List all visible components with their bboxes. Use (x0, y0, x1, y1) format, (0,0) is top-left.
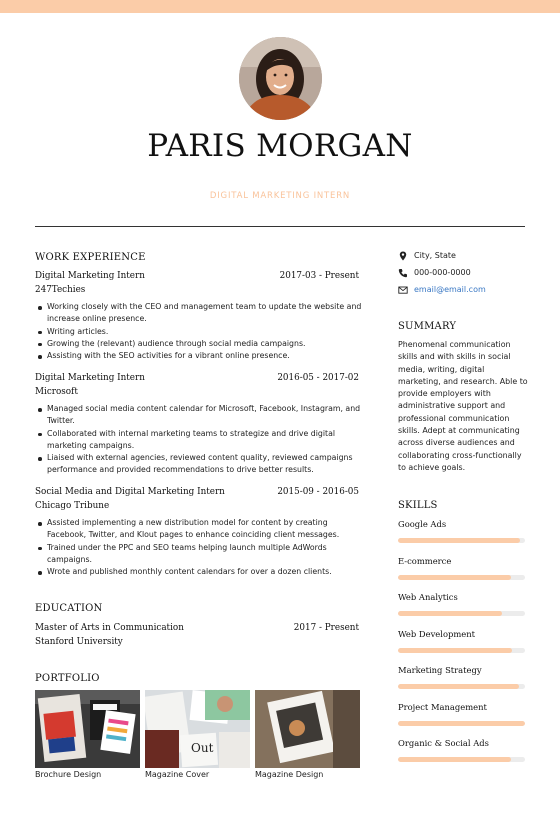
job-bullets (36, 517, 362, 578)
skill-bar-fill (398, 575, 511, 580)
skill-bar (398, 757, 525, 762)
summary-text: Phenomenal communication skills and with skills in social media, writing, digital marketing, and research. Able to provide employers with administrative support and professional communication skills. Adept at communicating across diverse audiences and collaborating cross-functionally to achieve goals. (398, 340, 528, 472)
portfolio-caption: Magazine Design (255, 770, 324, 779)
work-experience-heading: WORK EXPERIENCE (35, 252, 146, 263)
skill-name: Marketing Strategy (398, 665, 482, 675)
bullet-item: Writing articles. (36, 326, 362, 338)
bullet-item: Growing the (relevant) audience through social media campaigns. (36, 338, 362, 350)
bullet-item: Assisted implementing a new distribution model for content by creating Facebook, Twitter, and Klout pages to enhance coinciding client messages. (36, 517, 362, 542)
job-company: Chicago Tribune (35, 501, 110, 511)
phone-icon (398, 268, 408, 278)
skill-bar-fill (398, 538, 520, 543)
skill-name: Google Ads (398, 519, 447, 529)
skill-bar (398, 538, 525, 543)
bullet-item: Wrote and published monthly content calendars for over a dozen clients. (36, 566, 362, 578)
envelope-icon (398, 285, 408, 295)
avatar (239, 37, 322, 120)
education-dates: 2017 - Present (293, 623, 359, 633)
skill-bar (398, 721, 525, 726)
skill-bar (398, 684, 525, 689)
job-title: Digital Marketing Intern (35, 373, 145, 383)
magazine-cover-thumbnail[interactable] (145, 690, 250, 768)
skill-name: Organic & Social Ads (398, 738, 489, 748)
job-bullets (36, 301, 362, 362)
bullet-item: Working closely with the CEO and management team to update the website and increase online presence. (36, 301, 362, 326)
job-title: Social Media and Digital Marketing Intern (35, 487, 225, 497)
education-school: Stanford University (35, 637, 123, 647)
job-dates: 2017-03 - Present (279, 271, 359, 281)
job-bullets (36, 403, 362, 477)
skill-bar-fill (398, 648, 512, 653)
skill-bar-fill (398, 684, 519, 689)
skill-bar-fill (398, 721, 525, 726)
bullet-item: Assisting with the SEO activities for a vibrant online presence. (36, 350, 362, 362)
portfolio-caption: Brochure Design (35, 770, 102, 779)
candidate-name: PARIS MORGAN (147, 128, 413, 164)
portfolio-heading: PORTFOLIO (35, 673, 100, 684)
skill-name: Web Analytics (398, 592, 458, 602)
skill-name: Web Development (398, 629, 476, 639)
education-degree: Master of Arts in Communication (35, 623, 184, 633)
svg-text:Out: Out (191, 741, 214, 755)
education-heading: EDUCATION (35, 603, 103, 614)
email-link[interactable]: email@email.com (414, 285, 486, 294)
skill-bar (398, 648, 525, 653)
brochure-thumbnail[interactable] (35, 690, 140, 768)
job-dates: 2015-09 - 2016-05 (277, 487, 359, 497)
magazine-design-thumbnail[interactable] (255, 690, 360, 768)
skill-bar-fill (398, 611, 502, 616)
location-text: City, State (414, 251, 456, 260)
skill-bar (398, 611, 525, 616)
summary-heading: SUMMARY (398, 321, 457, 332)
bullet-item: Collaborated with internal marketing teams to strategize and drive digital marketing campaigns. (36, 428, 362, 453)
header-divider (35, 226, 525, 227)
skill-name: E-commerce (398, 556, 452, 566)
skill-bar-fill (398, 757, 511, 762)
job-dates: 2016-05 - 2017-02 (277, 373, 359, 383)
job-company: Microsoft (35, 387, 78, 397)
bullet-item: Liaised with external agencies, reviewed content quality, reviewed campaigns performance and provided recommendations to drive better results. (36, 452, 362, 477)
skill-bar (398, 575, 525, 580)
candidate-role: DIGITAL MARKETING INTERN (209, 191, 351, 201)
phone-text: 000-000-0000 (414, 268, 471, 277)
location-pin-icon (398, 251, 408, 261)
portfolio-caption: Magazine Cover (145, 770, 210, 779)
bullet-item: Trained under the PPC and SEO teams helping launch multiple AdWords campaigns. (36, 542, 362, 567)
skills-heading: SKILLS (398, 500, 438, 511)
job-title: Digital Marketing Intern (35, 271, 145, 281)
skill-name: Project Management (398, 702, 487, 712)
bullet-item: Managed social media content calendar for Microsoft, Facebook, Instagram, and Twitter. (36, 403, 362, 428)
accent-top-bar (0, 0, 560, 13)
job-company: 247Techies (35, 285, 86, 295)
